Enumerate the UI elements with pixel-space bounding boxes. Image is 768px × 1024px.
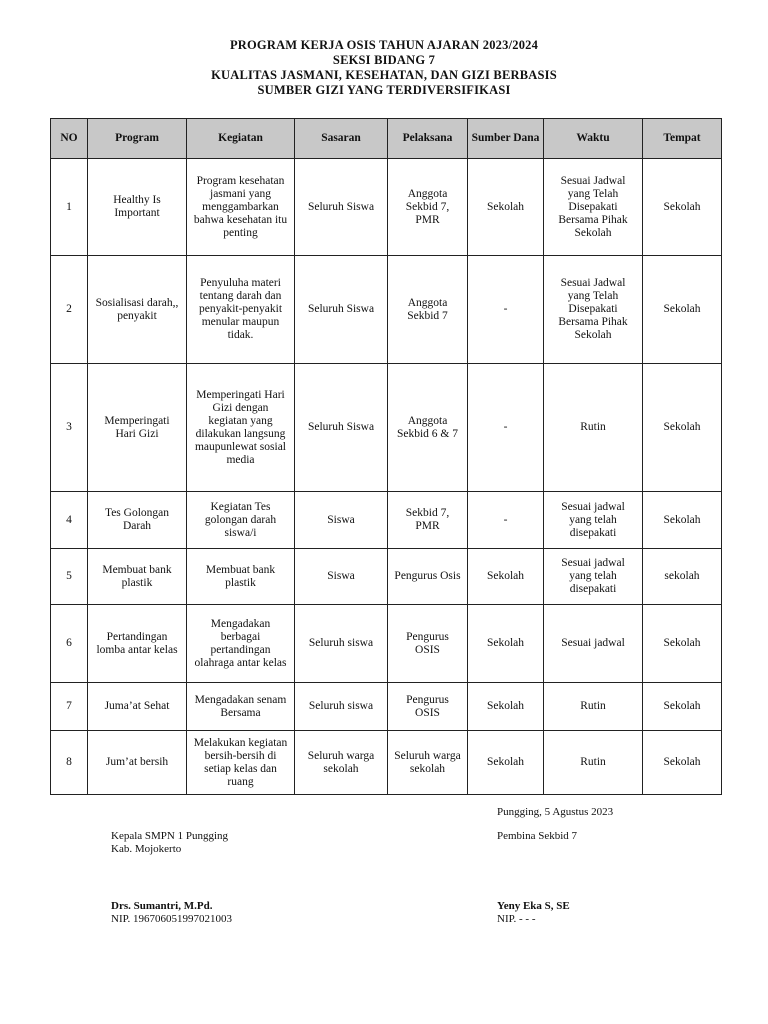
principal-name: Drs. Sumantri, M.Pd. — [111, 900, 213, 912]
row-number: 1 — [51, 159, 88, 256]
waktu-cell: Sesuai Jadwal yang Telah Disepakati Bersama Pihak Sekolah — [544, 256, 643, 364]
waktu-cell: Sesuai jadwal yang telah disepakati — [544, 492, 643, 549]
kegiatan-cell: Membuat bank plastik — [187, 549, 295, 605]
column-header: Waktu — [544, 119, 643, 159]
waktu-cell: Rutin — [544, 364, 643, 492]
tempat-cell: Sekolah — [643, 731, 722, 795]
tempat-cell: Sekolah — [643, 492, 722, 549]
sumber-dana-cell: Sekolah — [468, 549, 544, 605]
sumber-dana-cell: - — [468, 492, 544, 549]
column-header: Program — [88, 119, 187, 159]
kegiatan-cell: Program kesehatan jasmani yang menggambarkan bahwa kesehatan itu penting — [187, 159, 295, 256]
kegiatan-cell: Mengadakan berbagai pertandingan olahraga antar kelas — [187, 605, 295, 683]
kegiatan-cell: Memperingati Hari Gizi dengan kegiatan yang dilakukan langsung maupunlewat sosial media — [187, 364, 295, 492]
column-header: Sumber Dana — [468, 119, 544, 159]
tempat-cell: Sekolah — [643, 364, 722, 492]
row-number: 7 — [51, 683, 88, 731]
pelaksana-cell: Pengurus OSIS — [388, 683, 468, 731]
sasaran-cell: Siswa — [295, 549, 388, 605]
subtitle-line-1: KUALITAS JASMANI, KESEHATAN, DAN GIZI BERBASIS — [211, 68, 557, 82]
table-header-row — [51, 119, 722, 159]
program-cell: Healthy Is Important — [88, 159, 187, 256]
pelaksana-cell: Seluruh warga sekolah — [388, 731, 468, 795]
advisor-signature-block — [497, 900, 570, 926]
sasaran-cell: Seluruh warga sekolah — [295, 731, 388, 795]
pelaksana-cell: Anggota Sekbid 6 & 7 — [388, 364, 468, 492]
waktu-cell: Rutin — [544, 731, 643, 795]
row-number: 8 — [51, 731, 88, 795]
table-row — [51, 364, 722, 492]
sumber-dana-cell: Sekolah — [468, 683, 544, 731]
sasaran-cell: Siswa — [295, 492, 388, 549]
pelaksana-cell: Pengurus OSIS — [388, 605, 468, 683]
program-cell: Memperingati Hari Gizi — [88, 364, 187, 492]
column-header: Kegiatan — [187, 119, 295, 159]
row-number: 4 — [51, 492, 88, 549]
program-table — [50, 118, 722, 795]
tempat-cell: Sekolah — [643, 683, 722, 731]
sumber-dana-cell: - — [468, 364, 544, 492]
kegiatan-cell: Kegiatan Tes golongan darah siswa/i — [187, 492, 295, 549]
sumber-dana-cell: Sekolah — [468, 159, 544, 256]
sumber-dana-cell: - — [468, 256, 544, 364]
table-row — [51, 256, 722, 364]
waktu-cell: Sesuai jadwal — [544, 605, 643, 683]
sasaran-cell: Seluruh Siswa — [295, 159, 388, 256]
sasaran-cell: Seluruh siswa — [295, 605, 388, 683]
tempat-cell: Sekolah — [643, 605, 722, 683]
section-title: SEKSI BIDANG 7 — [332, 53, 436, 67]
row-number: 3 — [51, 364, 88, 492]
program-cell: Sosialisasi darah,, penyakit — [88, 256, 187, 364]
subtitle-line-2: SUMBER GIZI YANG TERDIVERSIFIKASI — [257, 83, 511, 97]
sasaran-cell: Seluruh Siswa — [295, 364, 388, 492]
principal-regency: Kab. Mojokerto — [111, 843, 182, 855]
document-title: PROGRAM KERJA OSIS TAHUN AJARAN 2023/2024 — [229, 38, 539, 52]
tempat-cell: Sekolah — [643, 256, 722, 364]
row-number: 5 — [51, 549, 88, 605]
principal-title: Kepala SMPN 1 Pungging — [111, 830, 229, 842]
program-cell: Pertandingan lomba antar kelas — [88, 605, 187, 683]
column-header: Sasaran — [295, 119, 388, 159]
program-cell: Membuat bank plastik — [88, 549, 187, 605]
advisor-title: Pembina Sekbid 7 — [497, 830, 578, 842]
table-row — [51, 549, 722, 605]
table-row — [51, 605, 722, 683]
place-date: Pungging, 5 Agustus 2023 — [497, 806, 614, 818]
sumber-dana-cell: Sekolah — [468, 731, 544, 795]
pelaksana-cell: Anggota Sekbid 7 — [388, 256, 468, 364]
table-row — [51, 731, 722, 795]
table-row — [51, 683, 722, 731]
program-cell: Tes Golongan Darah — [88, 492, 187, 549]
program-cell: Jum’at bersih — [88, 731, 187, 795]
pelaksana-cell: Sekbid 7, PMR — [388, 492, 468, 549]
column-header: NO — [51, 119, 88, 159]
advisor-nip: NIP. - - - — [497, 913, 536, 925]
waktu-cell: Sesuai Jadwal yang Telah Disepakati Bersama Pihak Sekolah — [544, 159, 643, 256]
pelaksana-cell: Pengurus Osis — [388, 549, 468, 605]
sumber-dana-cell: Sekolah — [468, 605, 544, 683]
principal-nip: NIP. 196706051997021003 — [111, 913, 233, 925]
kegiatan-cell: Mengadakan senam Bersama — [187, 683, 295, 731]
tempat-cell: sekolah — [643, 549, 722, 605]
kegiatan-cell: Melakukan kegiatan bersih-bersih di setiap kelas dan ruang — [187, 731, 295, 795]
row-number: 6 — [51, 605, 88, 683]
row-number: 2 — [51, 256, 88, 364]
document-header — [0, 38, 768, 98]
table-row — [51, 492, 722, 549]
waktu-cell: Rutin — [544, 683, 643, 731]
tempat-cell: Sekolah — [643, 159, 722, 256]
advisor-name: Yeny Eka S, SE — [497, 900, 570, 912]
waktu-cell: Sesuai jadwal yang telah disepakati — [544, 549, 643, 605]
kegiatan-cell: Penyuluha materi tentang darah dan penyakit-penyakit menular maupun tidak. — [187, 256, 295, 364]
principal-block — [111, 830, 228, 856]
column-header: Tempat — [643, 119, 722, 159]
sasaran-cell: Seluruh Siswa — [295, 256, 388, 364]
column-header: Pelaksana — [388, 119, 468, 159]
table-row — [51, 159, 722, 256]
principal-signature-block — [111, 900, 232, 926]
program-cell: Juma’at Sehat — [88, 683, 187, 731]
pelaksana-cell: Anggota Sekbid 7, PMR — [388, 159, 468, 256]
sasaran-cell: Seluruh siswa — [295, 683, 388, 731]
